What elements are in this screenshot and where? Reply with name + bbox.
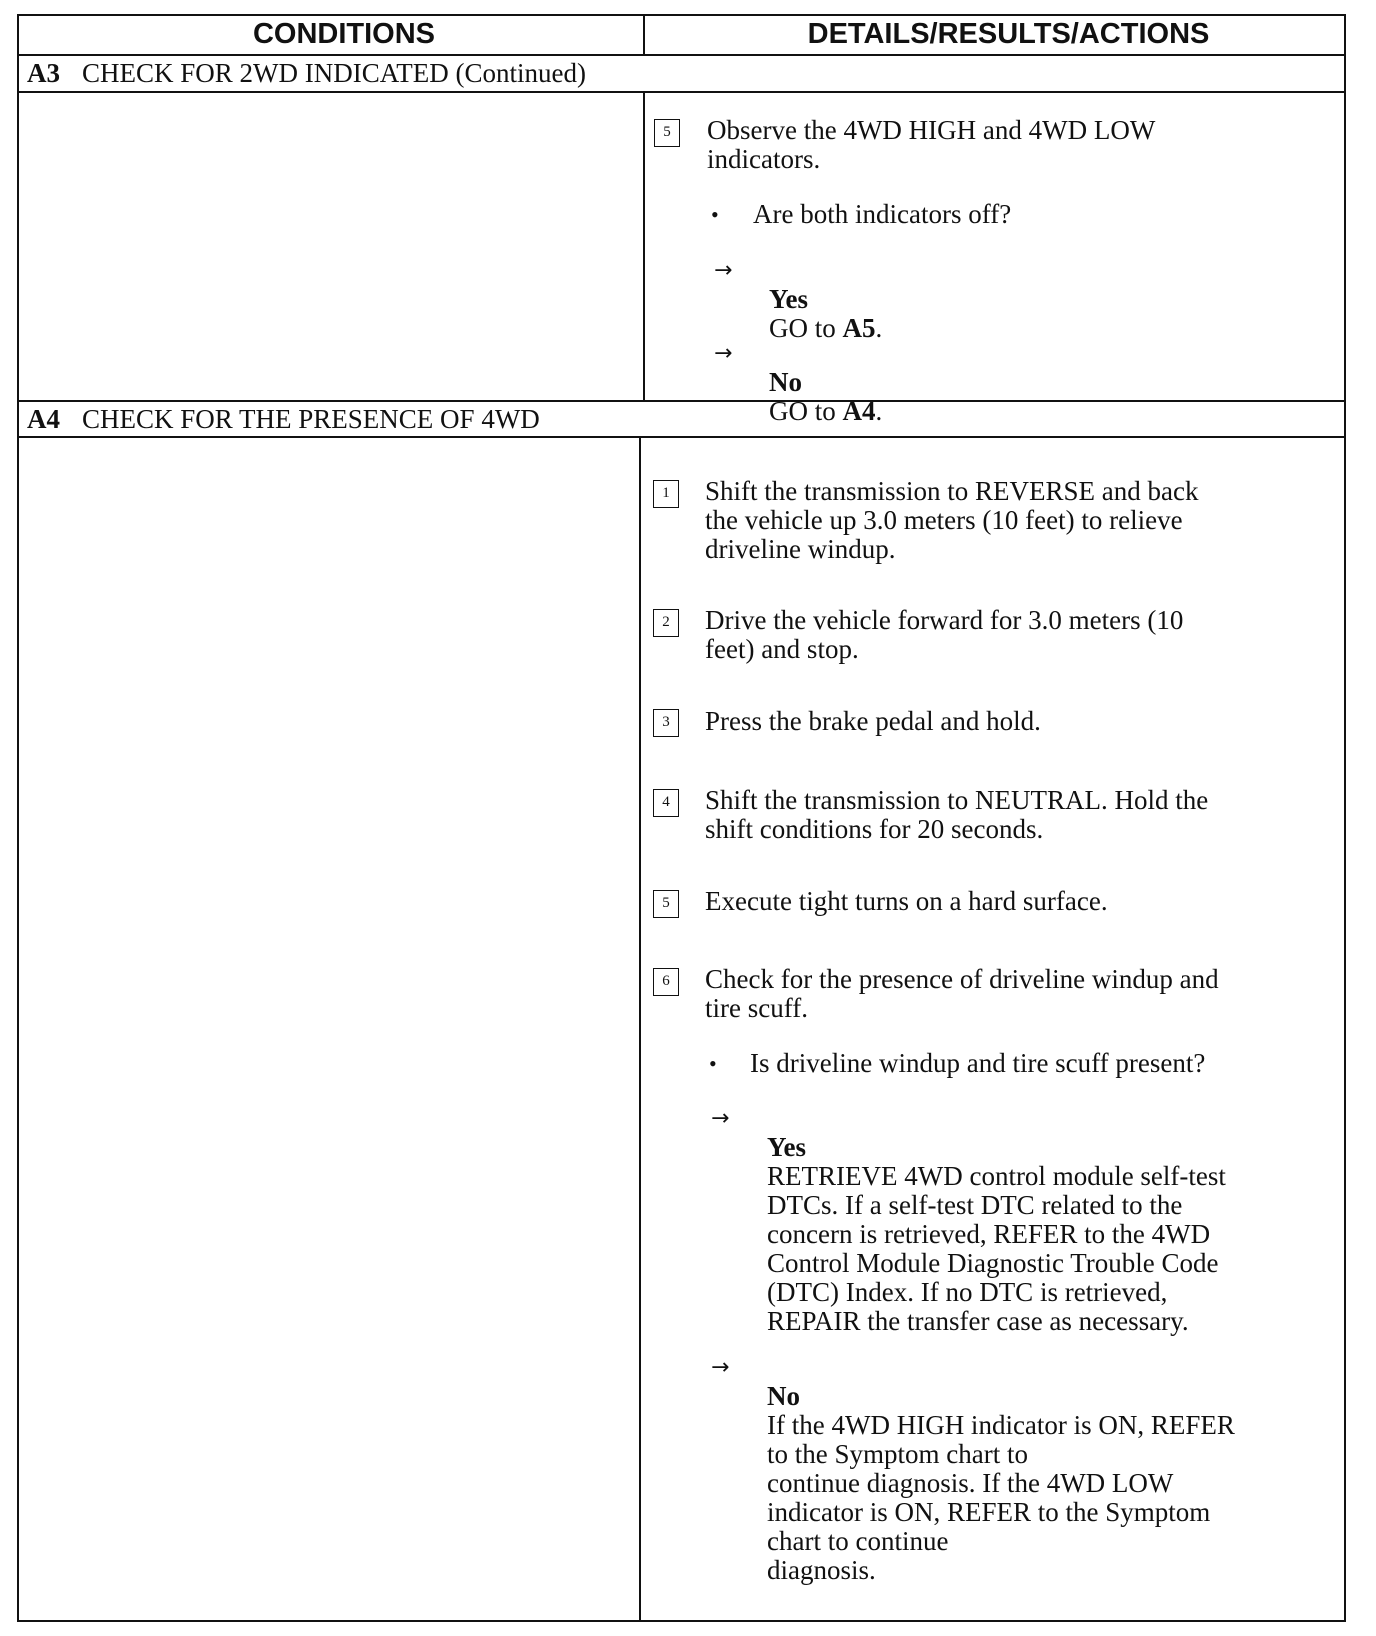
yes-label: Yes <box>769 284 808 314</box>
step-text: Press the brake pedal and hold. <box>705 706 1041 736</box>
arrow-right-icon: → <box>711 1355 730 1380</box>
no-label: No <box>769 367 802 397</box>
arrow-right-icon: → <box>714 258 733 283</box>
step-text: Shift the transmission to NEUTRAL. Hold the shift conditions for 20 seconds. <box>705 785 1209 844</box>
no-answer <box>767 1353 1235 1585</box>
step-number: 6 <box>653 968 679 996</box>
column-divider <box>643 91 645 400</box>
details-header: DETAILS/RESULTS/ACTIONS <box>807 18 1210 50</box>
step-number: 5 <box>654 119 680 147</box>
section-title: CHECK FOR 2WD INDICATED (Continued) <box>82 58 586 88</box>
diagnostic-table <box>17 14 1346 1622</box>
section-code: A4 <box>27 404 60 434</box>
step-number: 5 <box>653 890 679 918</box>
yes-answer <box>767 1104 1226 1336</box>
step-number: 4 <box>653 789 679 817</box>
section-title: CHECK FOR THE PRESENCE OF 4WD <box>82 404 540 434</box>
arrow-right-icon: → <box>714 341 733 366</box>
yes-action: RETRIEVE 4WD control module self-test DTCs. If a self-test DTC related to the concern is retrieved, REFER to the 4WD Control Module Diagnostic Trouble Code (DTC) Index. If no DTC is retrieved, REPAIR the transfer case as necessary. <box>767 1161 1226 1336</box>
step-text: Drive the vehicle forward for 3.0 meters (10 feet) and stop. <box>705 605 1184 664</box>
step-text: Shift the transmission to REVERSE and back the vehicle up 3.0 meters (10 feet) to relieve driveline windup. <box>705 476 1199 564</box>
step-text: Check for the presence of driveline windup and tire scuff. <box>705 964 1219 1023</box>
column-divider <box>643 16 645 54</box>
question-text: Is driveline windup and tire scuff present? <box>750 1048 1206 1078</box>
section-a3-heading <box>27 55 586 91</box>
section-code: A3 <box>27 58 60 88</box>
question-text: Are both indicators off? <box>753 199 1012 229</box>
no-action: GO to <box>769 396 843 426</box>
yes-label: Yes <box>767 1132 806 1162</box>
yes-answer <box>769 256 882 343</box>
bullet-icon: • <box>711 202 719 227</box>
no-target: A4 <box>842 396 876 426</box>
yes-action-end: . <box>875 313 883 343</box>
no-label: No <box>767 1381 800 1411</box>
step-number: 3 <box>653 709 679 737</box>
conditions-header: CONDITIONS <box>252 18 436 50</box>
yes-action: GO to <box>769 313 843 343</box>
step-text: Observe the 4WD HIGH and 4WD LOW indicators. <box>707 115 1156 174</box>
no-action-end: . <box>875 396 883 426</box>
section-a4-heading <box>27 401 540 437</box>
bullet-icon: • <box>709 1051 717 1076</box>
arrow-right-icon: → <box>711 1106 730 1131</box>
yes-target: A5 <box>842 313 876 343</box>
step-number: 2 <box>653 609 679 637</box>
no-action: If the 4WD HIGH indicator is ON, REFER to the Symptom chart to continue diagnosis. If the 4WD LOW indicator is ON, REFER to the Symptom chart to continue diagnosis. <box>767 1410 1235 1585</box>
no-answer <box>769 339 882 426</box>
column-divider <box>639 436 641 1622</box>
divider <box>19 91 1344 93</box>
step-number: 1 <box>653 480 679 508</box>
step-text: Execute tight turns on a hard surface. <box>705 886 1108 916</box>
